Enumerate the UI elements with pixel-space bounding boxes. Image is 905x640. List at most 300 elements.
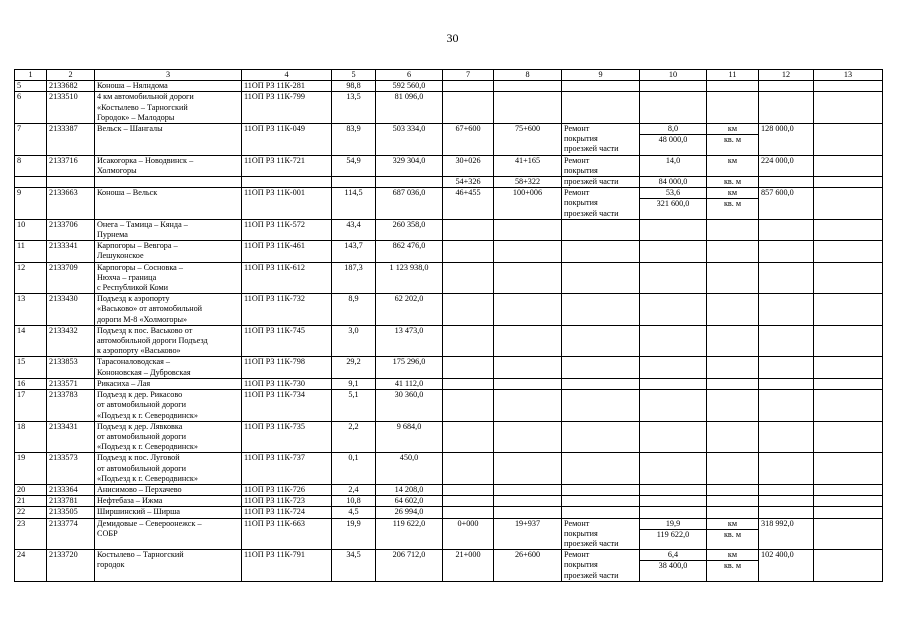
work-unit <box>707 496 759 507</box>
road-code: 2133431 <box>47 421 95 453</box>
row-number: 17 <box>15 390 47 422</box>
road-name <box>95 219 242 240</box>
road-id <box>242 177 332 188</box>
column-header: 11 <box>707 70 759 81</box>
segment-end: 75+600 <box>494 124 562 156</box>
road-amount: 62 202,0 <box>376 294 443 326</box>
column-header: 10 <box>640 70 707 81</box>
column-13-cell <box>814 81 883 92</box>
row-number: 19 <box>15 453 47 485</box>
work-quantity-line: 38 400,0 <box>658 561 688 571</box>
segment-end <box>494 81 562 92</box>
column-13-cell <box>814 453 883 485</box>
work-type <box>562 81 640 92</box>
work-type <box>562 550 640 582</box>
column-header: 6 <box>376 70 443 81</box>
work-cost <box>759 390 814 422</box>
road-code: 2133387 <box>47 124 95 156</box>
segment-start: 67+600 <box>443 124 494 156</box>
work-type <box>562 390 640 422</box>
road-code: 2133430 <box>47 294 95 326</box>
work-quantity <box>640 241 707 262</box>
road-code: 2133716 <box>47 155 95 176</box>
road-id: 11ОП РЗ 11К-735 <box>242 421 332 453</box>
table-row <box>15 241 883 262</box>
road-code: 2133781 <box>47 496 95 507</box>
work-type-line: покрытия <box>564 198 598 208</box>
work-quantity <box>640 496 707 507</box>
road-name <box>95 507 242 518</box>
work-quantity <box>640 81 707 92</box>
road-name-line: Нефтебаза – Ижма <box>97 496 163 506</box>
work-type <box>562 92 640 124</box>
road-id: 11ОП РЗ 11К-737 <box>242 453 332 485</box>
road-name-line: «Подъезд к г. Северодвинск» <box>97 473 198 483</box>
work-quantity <box>640 177 707 188</box>
segment-end <box>494 325 562 357</box>
road-name-line: городок <box>97 560 125 570</box>
work-cost: 857 600,0 <box>759 188 814 220</box>
header-row <box>15 70 883 81</box>
road-name <box>95 177 242 188</box>
road-name-line: Карпогоры – Сосновка – <box>97 262 183 272</box>
table-row <box>15 507 883 518</box>
road-name <box>95 378 242 389</box>
segment-end: 19+937 <box>494 518 562 550</box>
column-13-cell <box>814 219 883 240</box>
work-unit <box>707 294 759 326</box>
row-number: 12 <box>15 262 47 294</box>
segment-start <box>443 325 494 357</box>
road-name-line: от автомобильной дороги <box>97 431 187 441</box>
work-unit-line: км <box>707 550 758 561</box>
work-cost <box>759 294 814 326</box>
work-cost: 102 400,0 <box>759 550 814 582</box>
work-quantity <box>640 453 707 485</box>
row-number: 5 <box>15 81 47 92</box>
row-number: 24 <box>15 550 47 582</box>
road-length: 54,9 <box>332 155 376 176</box>
road-name-line: от автомобильной дороги <box>97 400 187 410</box>
road-id: 11ОП РЗ 11К-281 <box>242 81 332 92</box>
segment-end <box>494 378 562 389</box>
road-id: 11ОП РЗ 11К-724 <box>242 507 332 518</box>
work-type <box>562 241 640 262</box>
work-quantity <box>640 294 707 326</box>
road-name <box>95 357 242 378</box>
segment-start: 54+326 <box>443 177 494 188</box>
road-code: 2133505 <box>47 507 95 518</box>
work-cost <box>759 92 814 124</box>
road-id: 11ОП РЗ 11К-745 <box>242 325 332 357</box>
work-cost <box>759 177 814 188</box>
work-quantity <box>640 390 707 422</box>
row-number: 16 <box>15 378 47 389</box>
column-13-cell <box>814 262 883 294</box>
column-13-cell <box>814 241 883 262</box>
column-header: 4 <box>242 70 332 81</box>
work-type <box>562 155 640 176</box>
work-unit-line: кв. м <box>723 135 742 145</box>
segment-start <box>443 453 494 485</box>
segment-start <box>443 421 494 453</box>
segment-end: 26+600 <box>494 550 562 582</box>
column-13-cell <box>814 92 883 124</box>
road-name-line: от автомобильной дороги <box>97 463 187 473</box>
road-name-line: «Костылево – Тарногский <box>97 102 188 112</box>
row-number: 18 <box>15 421 47 453</box>
work-type-line: Ремонт <box>564 188 590 198</box>
row-number: 7 <box>15 124 47 156</box>
work-quantity-line: 8,0 <box>640 124 706 135</box>
work-type-line: проезжей части <box>564 208 619 218</box>
table-body <box>15 81 883 582</box>
work-cost <box>759 81 814 92</box>
work-unit <box>707 262 759 294</box>
work-unit <box>707 390 759 422</box>
work-type-line: проезжей части <box>564 570 619 580</box>
work-unit-line: кв. м <box>723 177 742 187</box>
road-length: 34,5 <box>332 550 376 582</box>
road-amount: 687 036,0 <box>376 188 443 220</box>
road-name <box>95 241 242 262</box>
work-cost <box>759 484 814 495</box>
road-code: 2133510 <box>47 92 95 124</box>
road-code <box>47 177 95 188</box>
table-row <box>15 484 883 495</box>
road-name-line: Тарасоналоводская – <box>97 357 171 367</box>
road-name-line: Вельск – Шангалы <box>97 124 163 134</box>
work-quantity <box>640 155 707 176</box>
work-unit <box>707 81 759 92</box>
road-name-line: Подъезд к пос. Васьково от <box>97 325 193 335</box>
road-name <box>95 262 242 294</box>
column-header: 3 <box>95 70 242 81</box>
road-id: 11ОП РЗ 11К-001 <box>242 188 332 220</box>
road-id: 11ОП РЗ 11К-730 <box>242 378 332 389</box>
work-unit-line: кв. м <box>723 199 742 209</box>
road-length: 187,3 <box>332 262 376 294</box>
road-amount: 592 560,0 <box>376 81 443 92</box>
road-amount: 13 473,0 <box>376 325 443 357</box>
work-quantity-line: 321 600,0 <box>656 199 690 209</box>
work-type-line: Ремонт <box>564 550 590 560</box>
table-row <box>15 219 883 240</box>
road-name-line: Коноша – Вельск <box>97 188 158 198</box>
column-13-cell <box>814 390 883 422</box>
road-id: 11ОП РЗ 11К-663 <box>242 518 332 550</box>
segment-start: 30+026 <box>443 155 494 176</box>
work-cost <box>759 219 814 240</box>
road-name <box>95 325 242 357</box>
work-type <box>562 188 640 220</box>
road-id: 11ОП РЗ 11К-798 <box>242 357 332 378</box>
work-type-line: покрытия <box>564 165 598 175</box>
road-code: 2133783 <box>47 390 95 422</box>
road-name-line: к аэропорту «Васьково» <box>97 346 181 356</box>
table-row <box>15 378 883 389</box>
work-unit <box>707 325 759 357</box>
segment-start: 46+455 <box>443 188 494 220</box>
road-amount: 450,0 <box>376 453 443 485</box>
row-number: 14 <box>15 325 47 357</box>
road-id: 11ОП РЗ 11К-612 <box>242 262 332 294</box>
segment-start <box>443 390 494 422</box>
road-name-line: СОБР <box>97 528 118 538</box>
work-type <box>562 453 640 485</box>
road-register-table <box>14 69 883 582</box>
road-amount: 30 360,0 <box>376 390 443 422</box>
work-quantity <box>640 357 707 378</box>
work-unit <box>707 177 759 188</box>
road-amount: 64 602,0 <box>376 496 443 507</box>
work-quantity <box>640 124 707 156</box>
work-type <box>562 421 640 453</box>
segment-end <box>494 241 562 262</box>
column-header: 2 <box>47 70 95 81</box>
road-id: 11ОП РЗ 11К-791 <box>242 550 332 582</box>
work-quantity <box>640 92 707 124</box>
table-row <box>15 92 883 124</box>
table-row <box>15 262 883 294</box>
road-length <box>332 177 376 188</box>
work-type-line: Ремонт <box>564 124 590 134</box>
segment-end: 58+322 <box>494 177 562 188</box>
segment-start <box>443 241 494 262</box>
work-cost <box>759 453 814 485</box>
column-13-cell <box>814 124 883 156</box>
road-name-line: дороги М-8 «Холмогоры» <box>97 314 188 324</box>
work-type <box>562 294 640 326</box>
work-cost <box>759 378 814 389</box>
road-length: 10,8 <box>332 496 376 507</box>
work-quantity <box>640 550 707 582</box>
work-quantity <box>640 325 707 357</box>
road-name <box>95 484 242 495</box>
table-row <box>15 155 883 176</box>
work-quantity <box>640 188 707 220</box>
segment-start: 21+000 <box>443 550 494 582</box>
row-number <box>15 177 47 188</box>
work-unit-line: кв. м <box>723 561 742 571</box>
road-name <box>95 550 242 582</box>
segment-end <box>494 262 562 294</box>
work-unit-line: км <box>707 124 758 135</box>
page-number: 30 <box>446 31 459 45</box>
work-unit <box>707 155 759 176</box>
work-unit <box>707 550 759 582</box>
segment-end <box>494 390 562 422</box>
work-type <box>562 124 640 156</box>
work-unit <box>707 124 759 156</box>
segment-end <box>494 453 562 485</box>
work-unit <box>707 378 759 389</box>
road-amount: 119 622,0 <box>376 518 443 550</box>
row-number: 11 <box>15 241 47 262</box>
work-type-line: Ремонт <box>564 155 590 165</box>
column-13-cell <box>814 507 883 518</box>
road-amount: 26 994,0 <box>376 507 443 518</box>
work-unit <box>707 518 759 550</box>
road-name-line: Карпогоры – Вевгора – <box>97 241 178 251</box>
work-quantity-line: 19,9 <box>640 519 706 530</box>
road-id: 11ОП РЗ 11К-049 <box>242 124 332 156</box>
road-id: 11ОП РЗ 11К-732 <box>242 294 332 326</box>
table-row <box>15 81 883 92</box>
road-amount: 81 096,0 <box>376 92 443 124</box>
road-id: 11ОП РЗ 11К-461 <box>242 241 332 262</box>
road-length: 98,8 <box>332 81 376 92</box>
column-13-cell <box>814 484 883 495</box>
road-length: 114,5 <box>332 188 376 220</box>
work-unit-line: км <box>727 155 738 165</box>
road-name-line: Пурнема <box>97 230 128 240</box>
column-13-cell <box>814 550 883 582</box>
work-unit <box>707 92 759 124</box>
road-amount: 1 123 938,0 <box>376 262 443 294</box>
road-name-line: Исакогорка – Новодвинск – <box>97 155 194 165</box>
segment-start <box>443 81 494 92</box>
road-amount: 862 476,0 <box>376 241 443 262</box>
segment-end <box>494 294 562 326</box>
work-type-line: покрытия <box>564 560 598 570</box>
road-length: 5,1 <box>332 390 376 422</box>
table-row <box>15 294 883 326</box>
column-13-cell <box>814 496 883 507</box>
column-13-cell <box>814 294 883 326</box>
road-id: 11ОП РЗ 11К-723 <box>242 496 332 507</box>
column-13-cell <box>814 188 883 220</box>
table-row <box>15 325 883 357</box>
road-length: 0,1 <box>332 453 376 485</box>
work-cost <box>759 357 814 378</box>
road-amount: 206 712,0 <box>376 550 443 582</box>
road-name-line: Подъезд к дер. Рикасово <box>97 390 183 400</box>
road-name-line: Костылево – Тарногский <box>97 550 184 560</box>
work-cost: 224 000,0 <box>759 155 814 176</box>
column-header: 9 <box>562 70 640 81</box>
row-number: 20 <box>15 484 47 495</box>
segment-start <box>443 92 494 124</box>
row-number: 8 <box>15 155 47 176</box>
road-length: 2,2 <box>332 421 376 453</box>
work-quantity <box>640 518 707 550</box>
row-number: 13 <box>15 294 47 326</box>
road-name-line: автомобильной дороги Подъезд <box>97 336 208 346</box>
road-name-line: Нюхча – граница <box>97 272 157 282</box>
road-code: 2133706 <box>47 219 95 240</box>
row-number: 15 <box>15 357 47 378</box>
road-id: 11ОП РЗ 11К-734 <box>242 390 332 422</box>
work-quantity <box>640 262 707 294</box>
road-id: 11ОП РЗ 11К-726 <box>242 484 332 495</box>
road-name <box>95 496 242 507</box>
work-unit <box>707 219 759 240</box>
table-row <box>15 357 883 378</box>
road-amount: 175 296,0 <box>376 357 443 378</box>
work-cost <box>759 325 814 357</box>
road-length: 13,5 <box>332 92 376 124</box>
road-code: 2133720 <box>47 550 95 582</box>
road-id: 11ОП РЗ 11К-572 <box>242 219 332 240</box>
road-length: 29,2 <box>332 357 376 378</box>
road-code: 2133432 <box>47 325 95 357</box>
road-amount: 41 112,0 <box>376 378 443 389</box>
work-quantity <box>640 378 707 389</box>
work-unit <box>707 453 759 485</box>
table-row <box>15 421 883 453</box>
road-amount: 14 208,0 <box>376 484 443 495</box>
road-name-line: Анисимово – Перхачево <box>97 484 182 494</box>
road-length: 19,9 <box>332 518 376 550</box>
column-header: 13 <box>814 70 883 81</box>
work-unit-line: кв. м <box>723 529 742 539</box>
column-13-cell <box>814 155 883 176</box>
column-13-cell <box>814 325 883 357</box>
road-name-line: Шиpшинский – Шиpша <box>97 507 181 517</box>
road-amount: 329 304,0 <box>376 155 443 176</box>
row-number: 21 <box>15 496 47 507</box>
road-name <box>95 390 242 422</box>
work-unit-line: км <box>707 188 758 199</box>
work-unit <box>707 241 759 262</box>
road-name <box>95 124 242 156</box>
road-code: 2133573 <box>47 453 95 485</box>
road-length: 83,9 <box>332 124 376 156</box>
column-header: 7 <box>443 70 494 81</box>
road-name-line: Демидовые – Североонежск – <box>97 518 202 528</box>
segment-end <box>494 421 562 453</box>
column-13-cell <box>814 518 883 550</box>
road-length: 2,4 <box>332 484 376 495</box>
road-name-line: Городок» – Малодоры <box>97 112 175 122</box>
road-name-line: «Подъезд к г. Северодвинск» <box>97 410 198 420</box>
table-row <box>15 177 883 188</box>
road-name-line: «Подъезд к г. Северодвинск» <box>97 442 198 452</box>
work-cost <box>759 421 814 453</box>
segment-end <box>494 357 562 378</box>
road-name <box>95 453 242 485</box>
table-row <box>15 550 883 582</box>
work-cost <box>759 496 814 507</box>
road-amount: 9 684,0 <box>376 421 443 453</box>
work-quantity-line: 119 622,0 <box>656 529 690 539</box>
work-type <box>562 507 640 518</box>
work-type-line: Ремонт <box>564 518 590 528</box>
road-name <box>95 92 242 124</box>
work-cost <box>759 241 814 262</box>
column-header: 12 <box>759 70 814 81</box>
work-type <box>562 518 640 550</box>
segment-start <box>443 378 494 389</box>
road-amount <box>376 177 443 188</box>
segment-end: 41+165 <box>494 155 562 176</box>
work-type <box>562 357 640 378</box>
work-type-line: проезжей части <box>564 538 619 548</box>
road-length: 9,1 <box>332 378 376 389</box>
work-quantity <box>640 421 707 453</box>
segment-start <box>443 262 494 294</box>
row-number: 23 <box>15 518 47 550</box>
road-name <box>95 294 242 326</box>
column-header: 1 <box>15 70 47 81</box>
segment-start <box>443 357 494 378</box>
column-header: 8 <box>494 70 562 81</box>
table-row <box>15 453 883 485</box>
segment-start <box>443 507 494 518</box>
road-name-line: Онега – Тамица – Кянда – <box>97 219 188 229</box>
segment-end <box>494 484 562 495</box>
